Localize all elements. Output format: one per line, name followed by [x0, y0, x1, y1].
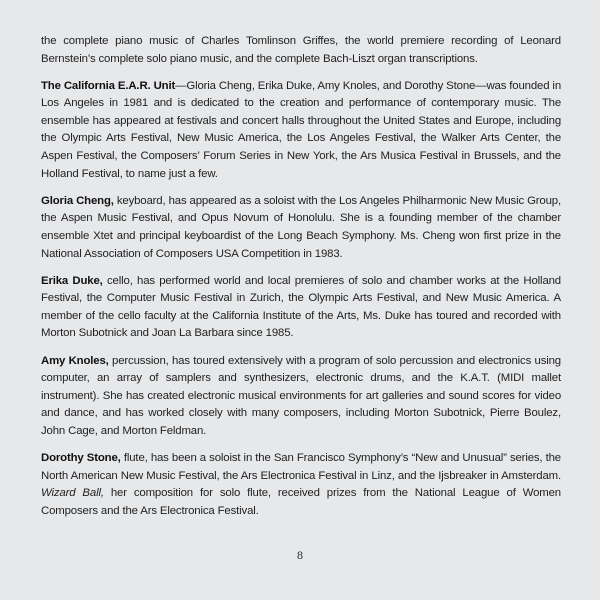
duke-paragraph [41, 273, 561, 343]
page-body [41, 33, 561, 530]
cheng-paragraph [41, 193, 561, 263]
stone-bio-text-1: flute, has been a soloist in the San Francisco Symphony’s “New and Unusual” series, the North American New Music Festival, the Ars Electronica Festival in Linz, and the Ijsbreaker in Amsterdam. [41, 451, 561, 482]
page-number: 8 [297, 548, 303, 562]
ear-unit-paragraph [41, 78, 561, 184]
intro-text: the complete piano music of Charles Tomlinson Griffes, the world premiere recording of Leonard Bernstein’s complete solo piano music, and the complete Bach-Liszt organ transcriptions. [41, 35, 561, 65]
knoles-name: Amy Knoles, [41, 354, 109, 367]
stone-bio-text-2: her composition for solo flute, received prizes from the National League of Women Composers and the Ars Electronica Festival. [41, 487, 561, 517]
duke-name: Erika Duke, [41, 274, 103, 287]
cheng-bio-text: keyboard, has appeared as a soloist with the Los Angeles Philharmonic New Music Group, the Aspen Music Festival, and Opus Novum of Honolulu. She is a founding member of the chamber ensemble Xtet and principal keyboardist of the Long Beach Symphony. Ms. Cheng won first prize in the National Association of Composers USA Competition in 1983. [41, 194, 561, 260]
cheng-name: Gloria Cheng, [41, 194, 114, 207]
stone-work-title: Wizard Ball, [41, 487, 104, 500]
intro-paragraph [41, 33, 561, 68]
knoles-paragraph [41, 353, 561, 441]
knoles-bio-text: percussion, has toured extensively with a program of solo percussion and electronics using computer, an array of samplers and synthesizers, electronic drums, and the K.A.T. (MIDI mallet instrument). She has created electronic musical environments for art galleries and sound scores for video and dance, and has worked closely with many composers, including Morton Subotnick, Pierre Boulez, John Cage, and Morton Feldman. [41, 354, 561, 437]
stone-name: Dorothy Stone, [41, 451, 121, 464]
ensemble-bio-text: —Gloria Cheng, Erika Duke, Amy Knoles, and Dorothy Stone—was founded in Los Angeles in 1981 and is dedicated to the creation and performance of contemporary music. The ensemble has appeared at festivals and concert halls throughout the United States and Europe, including the Olympic Arts Festival, New Music America, the Los Angeles Festival, the Walker Arts Center, the Aspen Festival, the Composers’ Forum Series in New York, the Ars Musica Festival in Brussels, and the Holland Festival, to name just a few. [41, 79, 562, 180]
duke-bio-text: cello, has performed world and local premieres of solo and chamber works at the Holland Festival, the Computer Music Festival in Zurich, the Olympic Arts Festival, and New Music America. A member of the cello faculty at the California Institute of the Arts, Ms. Duke has toured and recorded with Morton Subotnick and Joan La Barbara since 1985. [41, 274, 561, 340]
ensemble-name: The California E.A.R. Unit [41, 79, 176, 92]
stone-paragraph [41, 450, 561, 520]
